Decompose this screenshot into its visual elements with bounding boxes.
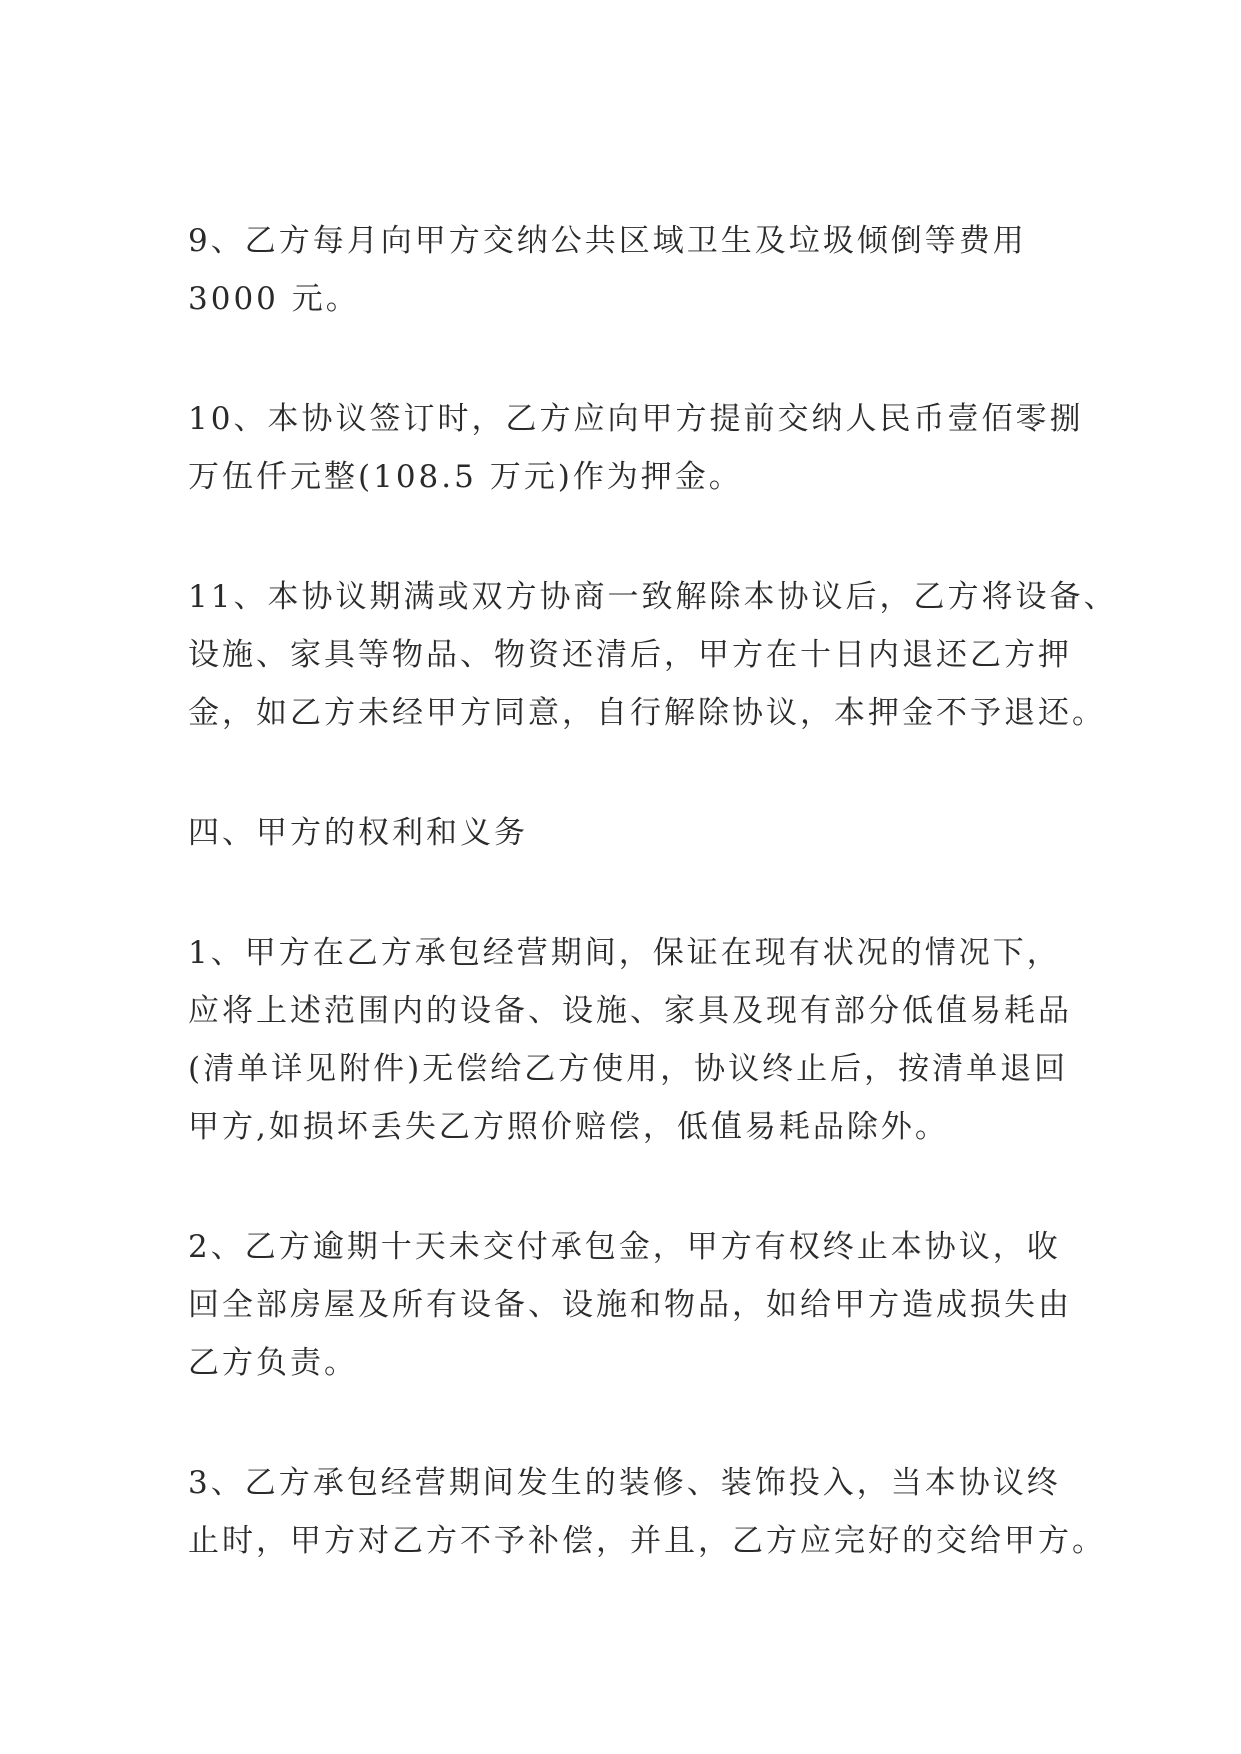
text-line: 四、甲方的权利和义务 [188, 815, 528, 851]
paragraph-spacer [188, 1392, 1060, 1454]
clause-10 [188, 390, 1084, 506]
text-line: 回全部房屋及所有设备、设施和物品，如给甲方造成损失由 [188, 1287, 1072, 1323]
text-line: 万伍仟元整(108.5 万元)作为押金。 [188, 459, 743, 495]
section-4-clause-3 [188, 1454, 1106, 1570]
text-line: 设施、家具等物品、物资还清后，甲方在十日内退还乙方押 [188, 637, 1072, 673]
document-body [188, 212, 1118, 1570]
clause-11 [188, 568, 1118, 742]
text-line: 10、本协议签订时，乙方应向甲方提前交纳人民币壹佰零捌 [188, 401, 1084, 437]
paragraph-spacer [188, 742, 1060, 804]
text-line: 11、本协议期满或双方协商一致解除本协议后，乙方将设备、 [188, 579, 1118, 615]
section-4-clause-2 [188, 1218, 1072, 1392]
text-line: 应将上述范围内的设备、设施、家具及现有部分低值易耗品 [188, 993, 1072, 1029]
text-line: 3、乙方承包经营期间发生的装修、装饰投入，当本协议终 [188, 1465, 1061, 1501]
section-heading [188, 804, 1060, 862]
text-line: 甲方,如损坏丢失乙方照价赔偿，低值易耗品除外。 [188, 1109, 949, 1145]
paragraph-spacer [188, 862, 1060, 924]
text-line: (清单详见附件)无偿给乙方使用，协议终止后，按清单退回 [188, 1051, 1069, 1087]
text-line: 3000 元。 [188, 281, 360, 317]
text-line: 止时，甲方对乙方不予补偿，并且，乙方应完好的交给甲方。 [188, 1523, 1106, 1559]
paragraph-spacer [188, 1156, 1060, 1218]
paragraph-spacer [188, 328, 1060, 390]
text-line: 9、乙方每月向甲方交纳公共区域卫生及垃圾倾倒等费用 [188, 223, 1027, 259]
text-line: 乙方负责。 [188, 1345, 358, 1381]
paragraph-spacer [188, 506, 1060, 568]
clause-9 [188, 212, 1060, 328]
section-4-clause-1 [188, 924, 1072, 1156]
text-line: 2、乙方逾期十天未交付承包金，甲方有权终止本协议，收 [188, 1229, 1061, 1265]
text-line: 1、甲方在乙方承包经营期间，保证在现有状况的情况下， [188, 935, 1061, 971]
text-line: 金，如乙方未经甲方同意，自行解除协议，本押金不予退还。 [188, 695, 1106, 731]
